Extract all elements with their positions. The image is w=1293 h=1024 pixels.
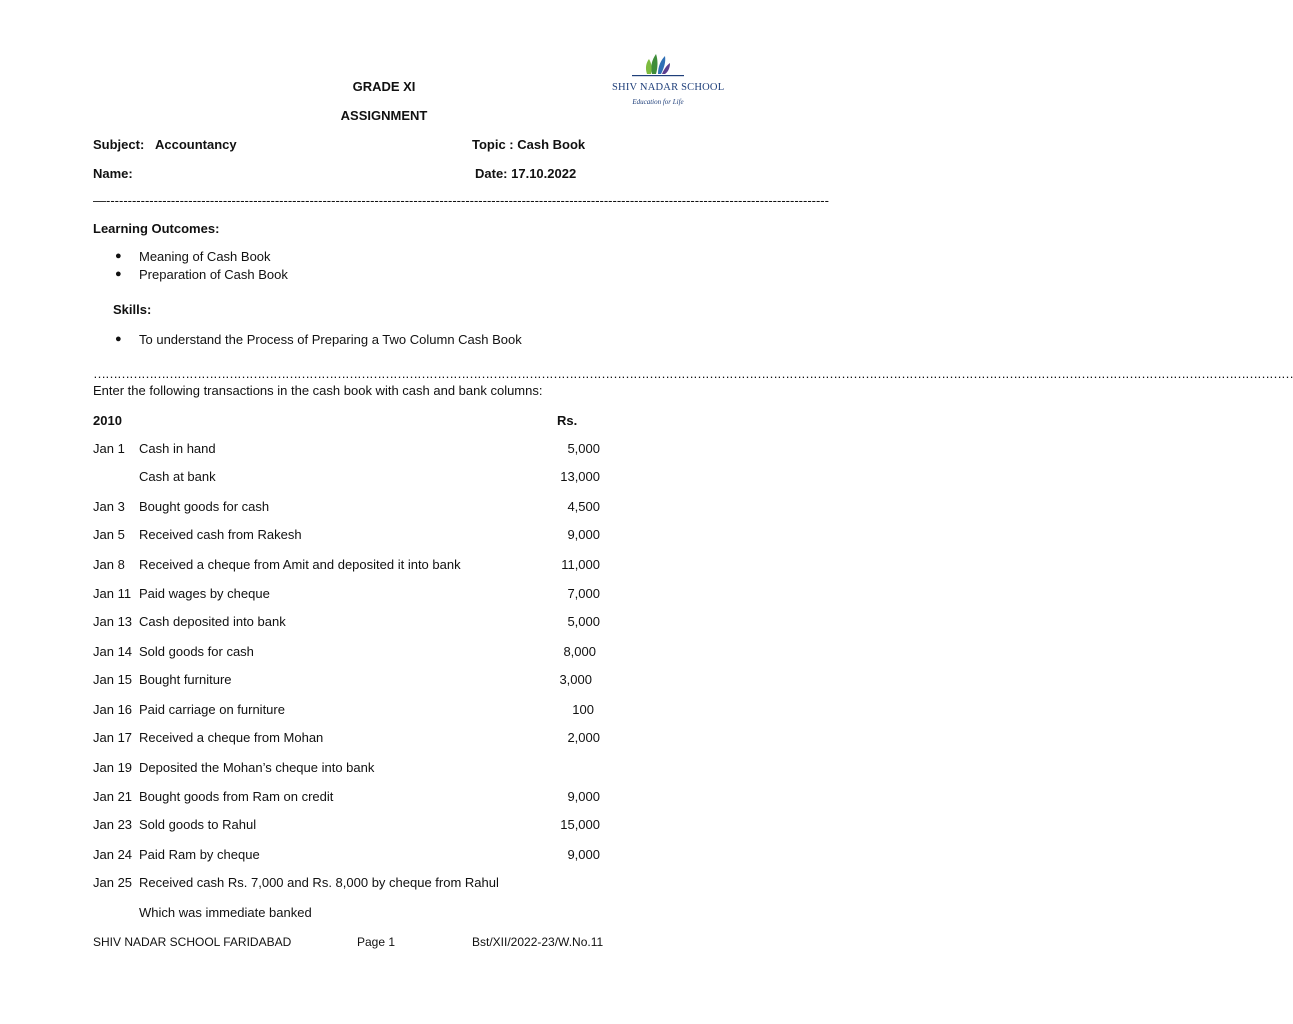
- skills-title: Skills:: [113, 302, 152, 317]
- bullet-icon: ●: [115, 250, 122, 262]
- transaction-description: Cash deposited into bank: [139, 614, 286, 629]
- transaction-date: Jan 5: [93, 527, 125, 542]
- transaction-description: Sold goods to Rahul: [139, 817, 257, 832]
- logo-school-name: SHIV NADAR SCHOOL: [612, 82, 725, 93]
- transaction-date: Jan 13: [93, 614, 133, 629]
- logo-tagline: Education for Life: [632, 98, 684, 106]
- transaction-amount: 9,000: [567, 527, 600, 542]
- transaction-description: Bought goods for cash: [139, 499, 270, 514]
- date-text: Date: 17.10.2022: [475, 166, 577, 181]
- outcome-item: Preparation of Cash Book: [139, 267, 288, 282]
- transaction-amount: 11,000: [561, 557, 600, 572]
- transaction-amount: 13,000: [560, 469, 600, 484]
- logo-tree-icon: [612, 52, 704, 82]
- transaction-amount: 100: [572, 702, 594, 717]
- amount-heading: Rs.: [557, 413, 578, 428]
- transaction-amount: 15,000: [560, 817, 600, 832]
- transaction-description: Deposited the Mohan’s cheque into bank: [139, 760, 375, 775]
- instruction-text: Enter the following transactions in the cash book with cash and bank columns:: [93, 383, 543, 398]
- transaction-date: Jan 1: [93, 441, 125, 456]
- name-label: Name:: [93, 166, 133, 181]
- transaction-description: Which was immediate banked: [139, 905, 312, 920]
- subject-label: Subject:: [93, 137, 145, 152]
- transaction-description: Received cash Rs. 7,000 and Rs. 8,000 by cheque from Rahul: [139, 875, 499, 890]
- transaction-date: Jan 25: [93, 875, 133, 890]
- transaction-date: Jan 8: [93, 557, 125, 572]
- year-heading: 2010: [93, 413, 122, 428]
- transaction-description: Received a cheque from Mohan: [139, 730, 324, 745]
- skill-item: To understand the Process of Preparing a Two Column Cash Book: [139, 332, 522, 347]
- transaction-date: Jan 11: [93, 586, 132, 601]
- transaction-amount: 9,000: [567, 847, 600, 862]
- transaction-date: Jan 17: [93, 730, 133, 745]
- grade-heading: GRADE XI: [352, 79, 416, 94]
- transaction-description: Bought goods from Ram on credit: [139, 789, 334, 804]
- transaction-description: Paid carriage on furniture: [139, 702, 285, 717]
- learning-outcomes-title: Learning Outcomes:: [93, 221, 220, 236]
- bullet-icon: ●: [115, 333, 122, 345]
- transaction-description: Bought furniture: [139, 672, 232, 687]
- transaction-description: Paid Ram by cheque: [139, 847, 260, 862]
- bullet-icon: ●: [115, 268, 122, 280]
- transaction-amount: 8,000: [563, 644, 596, 659]
- footer-page-number: Page 1: [357, 935, 396, 949]
- transaction-amount: 3,000: [559, 672, 592, 687]
- transaction-description: Cash in hand: [139, 441, 216, 456]
- footer-reference: Bst/XII/2022-23/W.No.11: [472, 935, 604, 949]
- transaction-description: Sold goods for cash: [139, 644, 254, 659]
- subject-value: Accountancy: [155, 137, 237, 152]
- transaction-amount: 4,500: [567, 499, 600, 514]
- transaction-date: Jan 19: [93, 760, 133, 775]
- transaction-description: Paid wages by cheque: [139, 586, 270, 601]
- transaction-date: Jan 15: [93, 672, 133, 687]
- transaction-date: Jan 14: [93, 644, 133, 659]
- transaction-date: Jan 3: [93, 499, 125, 514]
- outcome-item: Meaning of Cash Book: [139, 249, 271, 264]
- assignment-heading: ASSIGNMENT: [340, 108, 428, 123]
- transaction-date: Jan 16: [93, 702, 133, 717]
- transaction-date: Jan 23: [93, 817, 133, 832]
- transaction-description: Cash at bank: [139, 469, 216, 484]
- transaction-date: Jan 24: [93, 847, 133, 862]
- dotted-divider: …………………………………………………………………………………………………………………………………………………………………………………………………………………………………………………………………………: [93, 366, 1293, 381]
- transaction-amount: 7,000: [567, 586, 600, 601]
- topic-text: Topic : Cash Book: [472, 137, 586, 152]
- transaction-amount: 2,000: [567, 730, 600, 745]
- transaction-description: Received cash from Rakesh: [139, 527, 302, 542]
- transaction-description: Received a cheque from Amit and deposited it into bank: [139, 557, 461, 572]
- transaction-amount: 5,000: [567, 614, 600, 629]
- transaction-amount: 5,000: [567, 441, 600, 456]
- dashed-divider: —-----------------------------------------------------------------------------------------------------------------------------------------------------------------------: [93, 193, 829, 208]
- transaction-amount: 9,000: [567, 789, 600, 804]
- transaction-date: Jan 21: [93, 789, 133, 804]
- footer-school: SHIV NADAR SCHOOL FARIDABAD: [93, 935, 292, 949]
